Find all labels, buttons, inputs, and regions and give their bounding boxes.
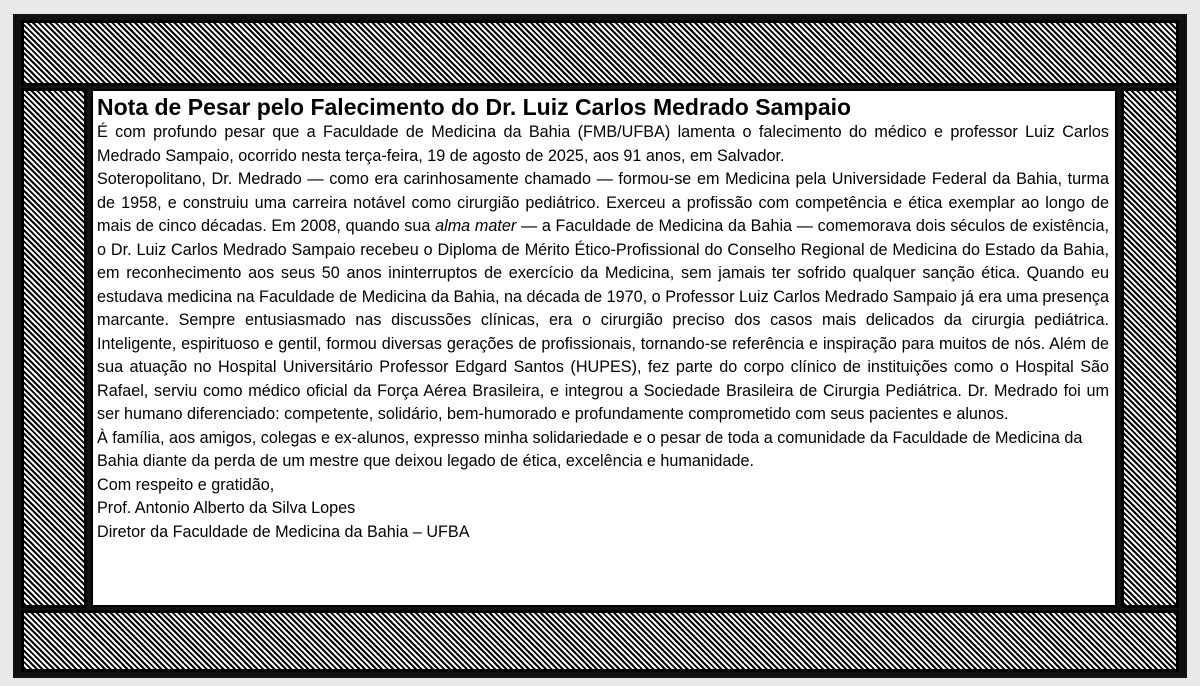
- alma-mater-italic: alma mater: [435, 217, 517, 235]
- hatched-border-bottom: [21, 610, 1179, 672]
- notice-title: Nota de Pesar pelo Falecimento do Dr. Luiz Carlos Medrado Sampaio: [97, 94, 852, 120]
- notice-content: [91, 89, 1117, 607]
- paragraph-biography-part2: — a Faculdade de Medicina da Bahia — comemorava dois séculos de existência, o Dr. Luiz Carlos Medrado Sampaio recebeu o Diploma de Mérito Ético-Profissional do Conselho Regional de Medicina do Estado da Bahia, em reconhecimento aos seus 50 anos ininterruptos de exercício da Medicina, sem jamais ter sofrido qualquer sanção ética. Quando eu estudava medicina na Faculdade de Medicina da Bahia, na década de 1970, o Professor Luiz Carlos Medrado Sampaio já era uma presença marcante. Sempre entusiasmado nas discussões clínicas, era o cirurgião preciso dos casos mais delicados da cirurgia pediátrica. Inteligente, espirituoso e gentil, formou diversas gerações de profissionais, tornando-se referência e inspiração para muitos de nós. Além de sua atuação no Hospital Universitário Professor Edgard Santos (HUPES), fez parte do corpo clínico de instituições como o Hospital São Rafael, serviu como médico oficial da Força Aérea Brasileira, e integrou a Sociedade Brasileira de Cirurgia Pediátrica. Dr. Medrado foi um ser humano diferenciado: competente, solidário, bem-humorado e profundamente comprometido com seus pacientes e alunos.: [97, 217, 1109, 423]
- document-frame: [13, 14, 1187, 678]
- paragraph-condolences: À família, aos amigos, colegas e ex-alunos, expresso minha solidariedade e o pesar de toda a comunidade da Faculdade de Medicina da Bahia diante da perda de um mestre que deixou legado de ética, excelência e humanidade.: [97, 428, 1083, 470]
- hatched-border-left: [21, 88, 87, 608]
- signature-name: Prof. Antonio Alberto da Silva Lopes: [97, 499, 356, 517]
- hatched-border-top: [21, 20, 1179, 86]
- paragraph-biography-part1: Soteropolitano, Dr. Medrado — como era carinhosamente chamado — formou-se em Medicina pela Universidade Federal da Bahia, turma de 1958, e construiu uma carreira notável como cirurgião pediátrico. Exerceu a profissão com competência e ética exemplar ao longo de mais de cinco décadas. Em 2008, quando sua: [97, 170, 1109, 235]
- paragraph-biography: [97, 168, 1109, 427]
- hatched-border-right: [1121, 88, 1179, 608]
- signature-closing: Com respeito e gratidão,: [97, 475, 275, 494]
- signature-role: Diretor da Faculdade de Medicina da Bahia – UFBA: [97, 522, 470, 541]
- paragraph-intro: É com profundo pesar que a Faculdade de Medicina da Bahia (FMB/UFBA) lamenta o falecimento do médico e professor Luiz Carlos Medrado Sampaio, ocorrido nesta terça-feira, 19 de agosto de 2025, aos 91 anos, em Salvador.: [97, 123, 1109, 165]
